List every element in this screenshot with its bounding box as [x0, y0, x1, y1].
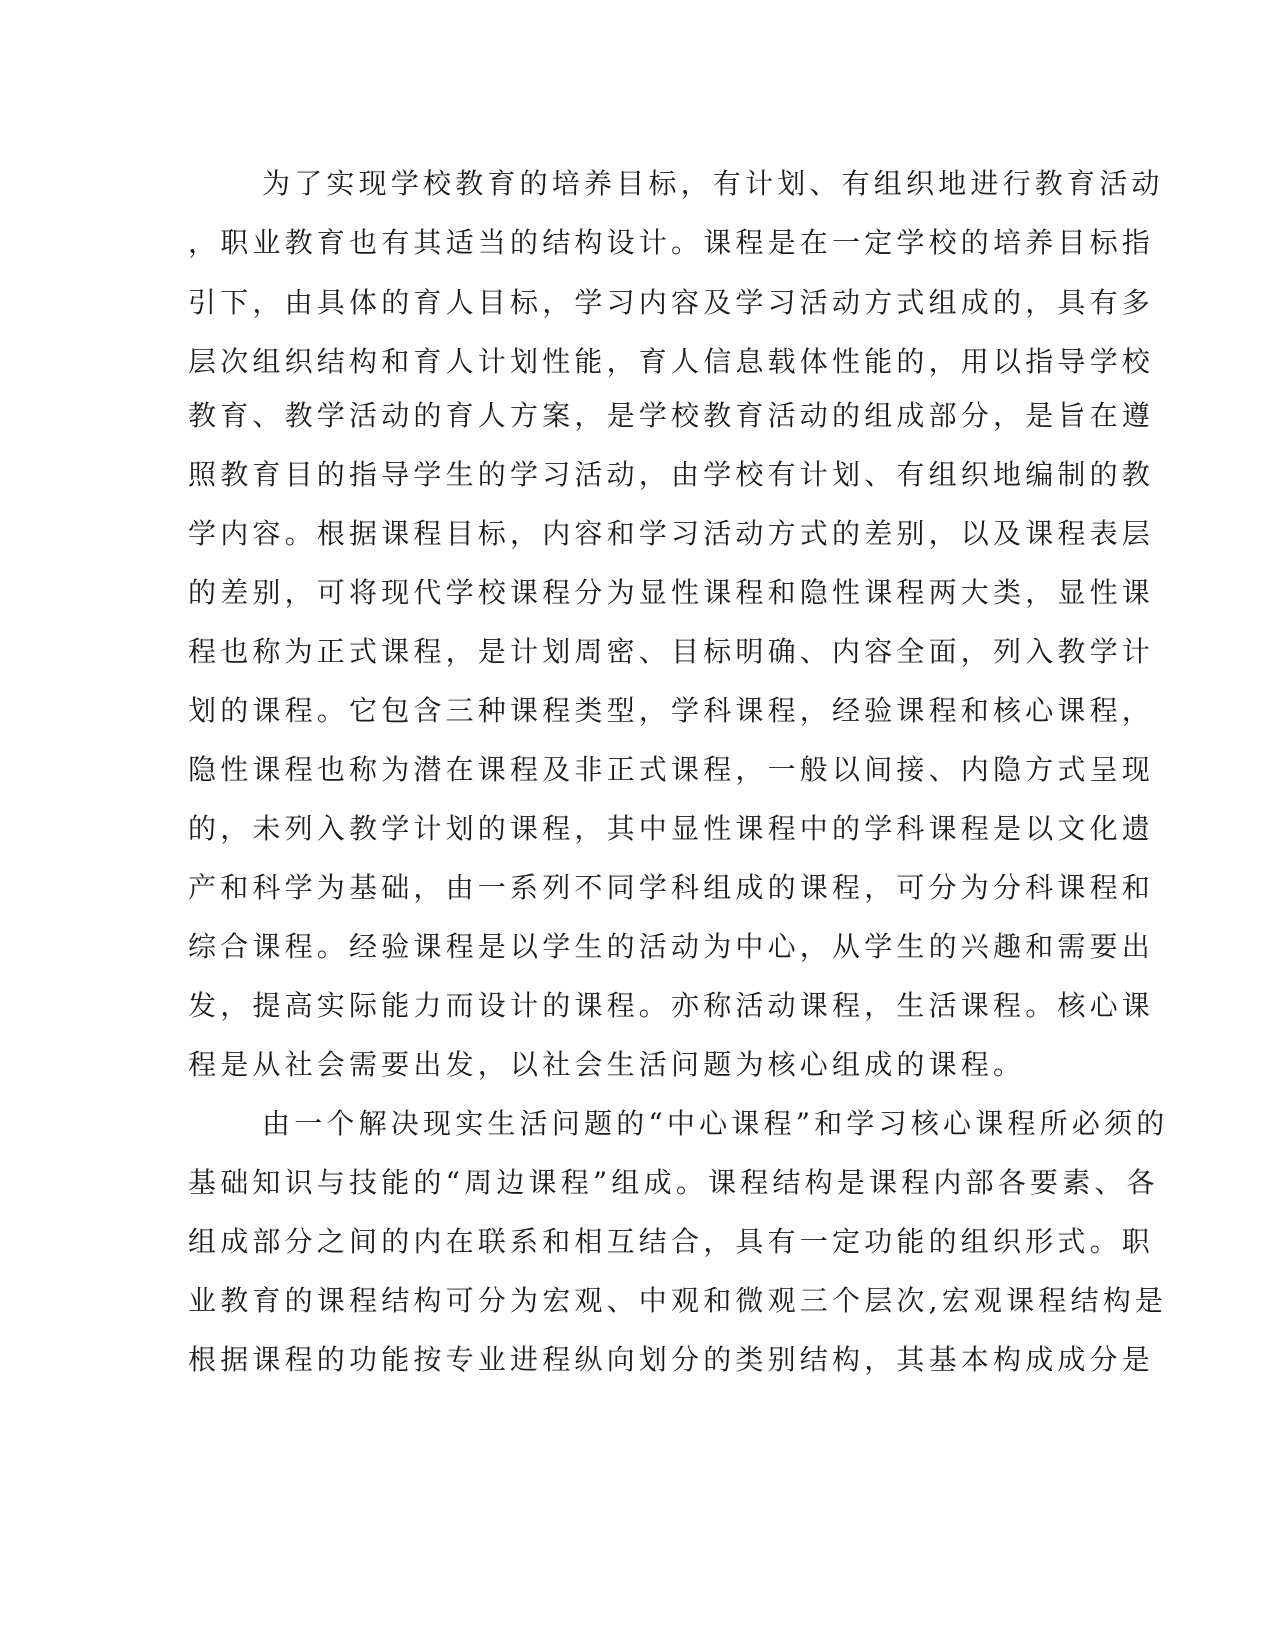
paragraph-1-line-12: 的，未列入教学计划的课程，其中显性课程中的学科课程是以文化遗	[188, 812, 1155, 845]
paragraph-1-line-8: 的差别，可将现代学校课程分为显性课程和隐性课程两大类，显性课	[188, 576, 1155, 609]
paragraph-1-line-14: 综合课程。经验课程是以学生的活动为中心，从学生的兴趣和需要出	[188, 930, 1155, 963]
paragraph-1-line-15: 发，提高实际能力而设计的课程。亦称活动课程，生活课程。核心课	[188, 989, 1155, 1022]
paragraph-2-line-3: 组成部分之间的内在联系和相互结合，具有一定功能的组织形式。职	[188, 1225, 1155, 1258]
paragraph-1-line-10: 划的课程。它包含三种课程类型，学科课程，经验课程和核心课程，	[188, 694, 1155, 727]
paragraph-2-line-2: 基础知识与技能的“周边课程”组成。课程结构是课程内部各要素、各	[188, 1166, 1159, 1199]
paragraph-2-line-4: 业教育的课程结构可分为宏观、中观和微观三个层次,宏观课程结构是	[188, 1284, 1168, 1317]
paragraph-1-line-4: 层次组织结构和育人计划性能，育人信息载体性能的，用以指导学校	[188, 345, 1155, 378]
paragraph-1-line-1: 为了实现学校教育的培养目标，有计划、有组织地进行教育活动	[262, 167, 1164, 200]
paragraph-1-line-3: 引下，由具体的育人目标，学习内容及学习活动方式组成的，具有多	[188, 286, 1155, 319]
paragraph-1-line-5: 教育、教学活动的育人方案，是学校教育活动的组成部分，是旨在遵	[188, 399, 1155, 432]
paragraph-1-line-11: 隐性课程也称为潜在课程及非正式课程，一般以间接、内隐方式呈现	[188, 753, 1155, 786]
paragraph-2-line-1: 由一个解决现实生活问题的“中心课程”和学习核心课程所必须的	[262, 1107, 1169, 1140]
paragraph-1-line-6: 照教育目的指导学生的学习活动，由学校有计划、有组织地编制的教	[188, 458, 1155, 491]
paragraph-1-line-2: ，职业教育也有其适当的结构设计。课程是在一定学校的培养目标指	[188, 226, 1155, 259]
paragraph-1-line-13: 产和科学为基础，由一系列不同学科组成的课程，可分为分科课程和	[188, 871, 1155, 904]
paragraph-2-line-5: 根据课程的功能按专业进程纵向划分的类别结构，其基本构成成分是	[188, 1343, 1155, 1376]
paragraph-1-line-7: 学内容。根据课程目标，内容和学习活动方式的差别，以及课程表层	[188, 517, 1155, 550]
paragraph-1-line-9: 程也称为正式课程，是计划周密、目标明确、内容全面，列入教学计	[188, 635, 1155, 668]
paragraph-1-line-16: 程是从社会需要出发，以社会生活问题为核心组成的课程。	[188, 1048, 1026, 1081]
